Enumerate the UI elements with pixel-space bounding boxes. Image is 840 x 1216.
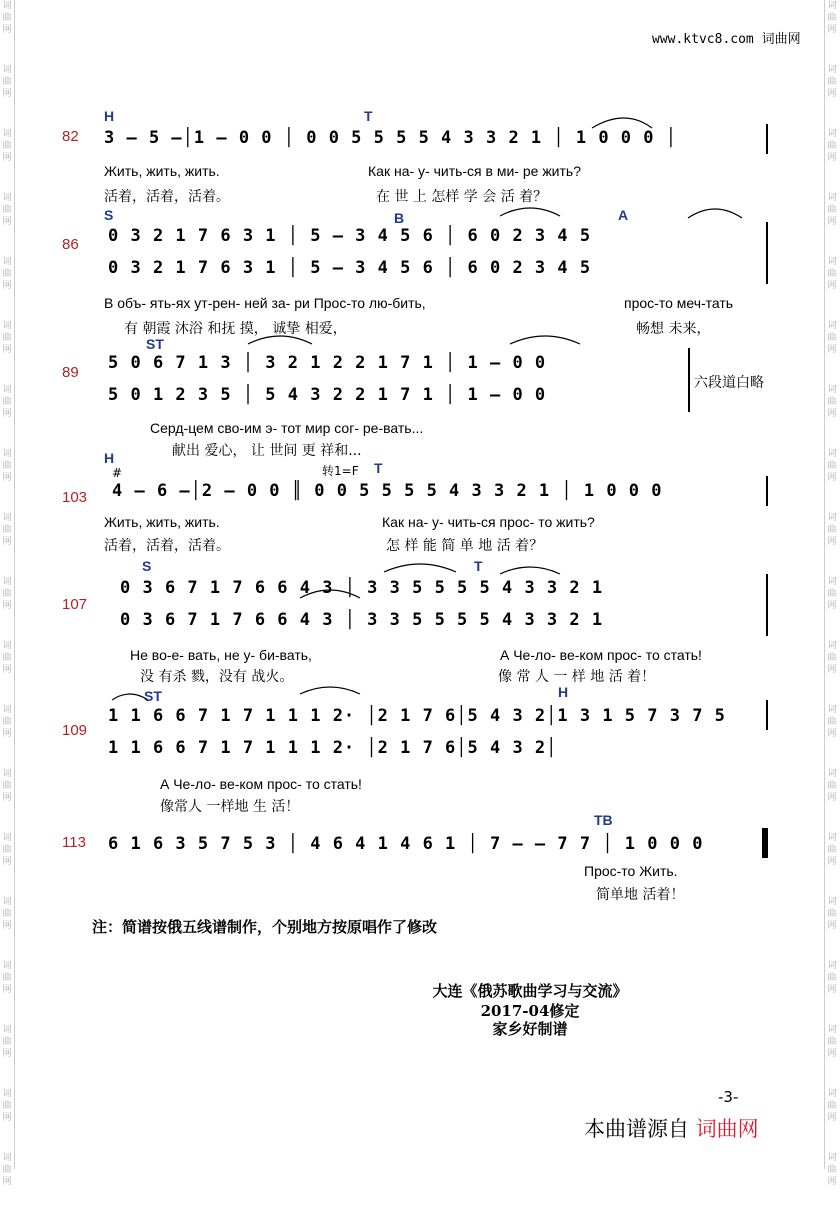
section-label: ST [146,336,164,352]
watermark-char: 曲 [827,1101,837,1111]
lyric-russian: Жить, жить, жить. [104,163,220,179]
section-label: TB [594,812,613,828]
watermark-char: 词 [2,705,12,715]
watermark-char: 网 [2,345,12,355]
watermark-char: 词 [2,641,12,651]
watermark-char: 词 [827,385,837,395]
watermark-char: 词 [827,833,837,843]
watermark-char: 网 [827,153,837,163]
section-label: H [104,108,115,124]
measure-number: 89 [62,364,79,381]
watermark-char: 曲 [2,141,12,151]
watermark-char: 词 [2,961,12,971]
watermark-char: 曲 [2,589,12,599]
notation-line: 5 0 6 7 1 3 │ 3 2 1 2 2 1 7 1 │ 1 – 0 0 [108,353,547,373]
notation-line: 1 1 6 6 7 1 7 1 1 1 2· │2 1 7 6│5 4 3 2│ [108,738,558,758]
source-prefix: 本曲谱源自 [584,1117,689,1141]
watermark-char: 网 [827,89,837,99]
watermark-char: 词 [827,961,837,971]
watermark-char: 网 [2,473,12,483]
watermark-char: 曲 [2,77,12,87]
measure-number: 86 [62,236,79,253]
watermark-char: 曲 [827,781,837,791]
watermark-char: 曲 [827,269,837,279]
lyric-chinese: 没 有杀 戮，没有 战火。 [140,669,294,685]
watermark-char: 词 [827,897,837,907]
watermark-char: 网 [2,1049,12,1059]
lyric-chinese: 像 常 人 一 样 地 活 着！ [498,669,656,685]
watermark-char: 词 [827,129,837,139]
watermark-char: 词 [2,385,12,395]
spoken-section-remark: 六段道白略 [694,375,764,391]
lyric-russian: прос-то меч-тать [624,295,734,311]
section-label: T [364,108,373,124]
watermark-char: 曲 [2,1037,12,1047]
watermark-char: 网 [827,1177,837,1187]
notation-line: 0 3 2 1 7 6 3 1 │ 5 – 3 4 5 6 │ 6 0 2 3 4 5 [108,226,592,246]
watermark-char: 网 [2,1177,12,1187]
footnote: 注：简谱按俄五线谱制作，个别地方按原唱作了修改 [92,918,438,936]
notation-line: 0 3 6 7 1 7 6 6 4 3 │ 3 3 5 5 5 5 4 3 3 2 1 [120,610,604,630]
watermark-char: 曲 [2,845,12,855]
watermark-char: 网 [827,921,837,931]
watermark-char: 词 [827,769,837,779]
key-change: 转1=F [322,464,359,478]
watermark-char: 网 [827,729,837,739]
watermark-char: 网 [2,89,12,99]
watermark-char: 网 [827,345,837,355]
watermark-char: 词 [2,1,12,11]
watermark-char: 词 [827,1025,837,1035]
notation-line: 1 1 6 6 7 1 7 1 1 1 2· │2 1 7 6│5 4 3 2│1 3 1 5 7 3 7 5 [108,706,726,726]
notation-line: 3 – 5 –│1 – 0 0 │ 0 0 5 5 5 5 4 3 3 2 1 │ 1 0 0 0 │ [104,128,677,148]
watermark-char: 网 [2,985,12,995]
lyric-russian: А Че-ло- ве-ком прос- то стать! [500,647,702,663]
watermark-char: 网 [2,601,12,611]
watermark-char: 曲 [2,205,12,215]
watermark-char: 网 [2,281,12,291]
notation-line: 5 0 1 2 3 5 │ 5 4 3 2 2 1 7 1 │ 1 – 0 0 [108,385,547,405]
watermark-char: 词 [827,65,837,75]
credit-line: 2017-04修定 [480,1002,580,1020]
section-label: S [142,558,152,574]
measure-number: 107 [62,596,88,613]
watermark-char: 词 [827,1089,837,1099]
watermark-char: 词 [2,1089,12,1099]
lyric-russian: А Че-ло- ве-ком прос- то стать! [160,776,362,792]
watermark-char: 网 [2,793,12,803]
watermark-char: 网 [827,537,837,547]
watermark-char: 网 [2,25,12,35]
watermark-char: 网 [827,473,837,483]
watermark-char: 曲 [2,13,12,23]
watermark-char: 词 [2,65,12,75]
watermark-char: 曲 [827,141,837,151]
watermark-char: 词 [827,449,837,459]
watermark-char: 网 [2,729,12,739]
measure-number: 82 [62,128,79,145]
section-label: H [104,450,115,466]
section-label: ST [144,688,162,704]
notation-line: 4 – 6 –│2 – 0 0 ║ 0 0 5 5 5 5 4 3 3 2 1 │ 1 0 0 0 [112,481,663,501]
watermark-char: 曲 [827,1037,837,1047]
watermark-char: 曲 [2,269,12,279]
watermark-char: 词 [2,129,12,139]
watermark-char: 网 [827,601,837,611]
watermark-char: 曲 [827,13,837,23]
watermark-char: 词 [2,449,12,459]
watermark-char: 词 [2,321,12,331]
watermark-char: 词 [2,193,12,203]
lyric-russian: Серд-цем сво-им э- тот мир сог- ре-вать... [150,420,424,436]
watermark-char: 曲 [827,461,837,471]
watermark-char: 曲 [827,909,837,919]
watermark-char: 词 [2,897,12,907]
watermark-char: 网 [2,857,12,867]
watermark-char: 曲 [827,77,837,87]
lyric-chinese: 有 朝霞 沐浴 和抚 摸， 诚挚 相爱， [124,321,347,337]
lyric-chinese: 怎 样 能 简 单 地 活 着？ [386,538,544,554]
lyric-russian: Не во-е- вать, не у- би-вать, [130,647,312,663]
section-label: S [104,207,114,223]
watermark-char: 词 [2,1153,12,1163]
watermark-char: 网 [827,25,837,35]
source-name[interactable]: 词曲网 [695,1117,759,1141]
watermark-char: 词 [827,321,837,331]
measure-number: 113 [62,834,86,851]
watermark-char: 网 [827,1113,837,1123]
section-label: T [374,460,383,476]
watermark-char: 曲 [2,397,12,407]
watermark-char: 曲 [827,525,837,535]
watermark-char: 网 [2,921,12,931]
lyric-russian: Жить, жить, жить. [104,514,220,530]
watermark-char: 网 [827,793,837,803]
watermark-char: 词 [827,257,837,267]
notation-line: 0 3 2 1 7 6 3 1 │ 5 – 3 4 5 6 │ 6 0 2 3 4 5 [108,258,592,278]
page-number: -3- [718,1088,739,1106]
watermark-char: 词 [827,577,837,587]
section-label: H [558,684,569,700]
watermark-char: 网 [827,665,837,675]
watermark-char: 词 [827,1153,837,1163]
watermark-char: 曲 [2,333,12,343]
lyric-russian: Как на- у- чить-ся в ми- ре жить? [368,163,581,179]
site-url[interactable]: www.ktvc8.com [652,32,754,47]
watermark-char: 网 [827,857,837,867]
watermark-char: 网 [827,1049,837,1059]
lyric-russian: В объ- ять-ях ут-рен- ней за- ри Прос-то лю-бить, [104,295,426,311]
lyric-chinese: 活着，活着，活着。 [104,538,230,554]
watermark-char: 曲 [2,717,12,727]
watermark-char: 曲 [2,653,12,663]
watermark-char: 曲 [2,781,12,791]
watermark-char: 曲 [2,525,12,535]
watermark-char: 网 [2,665,12,675]
lyric-chinese: 畅想 未来， [636,321,711,337]
watermark-char: 曲 [2,909,12,919]
watermark-gap [0,1188,14,1216]
watermark-char: 曲 [827,397,837,407]
watermark-char: 网 [2,537,12,547]
watermark-char: 词 [827,193,837,203]
sharp-sign: # [112,466,123,480]
measure-number: 109 [62,722,88,739]
watermark-char: 词 [2,1025,12,1035]
watermark-char: 曲 [827,717,837,727]
watermark-char: 词 [2,257,12,267]
lyric-chinese: 简单地 活着！ [596,887,685,903]
watermark-char: 网 [2,153,12,163]
lyric-russian: Как на- у- чить-ся прос- то жить? [382,514,595,530]
section-label: T [474,558,483,574]
watermark-char: 网 [827,281,837,291]
lyric-chinese: 像常人 一样地 生 活！ [160,799,300,815]
watermark-char: 曲 [2,973,12,983]
watermark-char: 词 [2,769,12,779]
watermark-char: 网 [2,217,12,227]
watermark-char: 词 [2,513,12,523]
watermark-char: 曲 [827,973,837,983]
credit-line: 家乡好制谱 [492,1020,568,1038]
lyric-russian: Прос-то Жить. [584,863,678,879]
watermark-char: 词 [2,833,12,843]
watermark-char: 曲 [827,589,837,599]
watermark-char: 曲 [827,1165,837,1175]
site-name: 词曲网 [761,32,801,47]
watermark-char: 曲 [827,653,837,663]
watermark-char: 网 [2,1113,12,1123]
watermark-char: 曲 [827,333,837,343]
watermark-char: 曲 [2,1165,12,1175]
lyric-chinese: 献出 爱心， 让 世间 更 祥和... [172,443,362,459]
watermark-char: 曲 [827,205,837,215]
credit-line: 大连《俄苏歌曲学习与交流》 [432,982,628,1000]
notation-line: 0 3 6 7 1 7 6 6 4 3 │ 3 3 5 5 5 5 4 3 3 2 1 [120,578,604,598]
watermark-char: 网 [827,985,837,995]
lyric-chinese: 在 世 上 怎样 学 会 活 着？ [376,189,548,205]
watermark-char: 词 [827,513,837,523]
watermark-char: 词 [2,577,12,587]
watermark-char: 网 [827,409,837,419]
watermark-char: 曲 [2,461,12,471]
watermark-char: 曲 [827,845,837,855]
watermark-char: 词 [827,705,837,715]
watermark-char: 曲 [2,1101,12,1111]
section-label: A [618,207,629,223]
lyric-chinese: 活着，活着，活着。 [104,189,230,205]
watermark-char: 词 [827,1,837,11]
section-label: B [394,210,405,226]
measure-number: 103 [62,489,88,506]
notation-line: 6 1 6 3 5 7 5 3 │ 4 6 4 1 4 6 1 │ 7 – – 7 7 │ 1 0 0 0 [108,834,704,854]
watermark-char: 网 [827,217,837,227]
source-credit [584,1113,759,1143]
watermark-char: 词 [827,641,837,651]
watermark-gap [825,1188,839,1216]
watermark-char: 网 [2,409,12,419]
